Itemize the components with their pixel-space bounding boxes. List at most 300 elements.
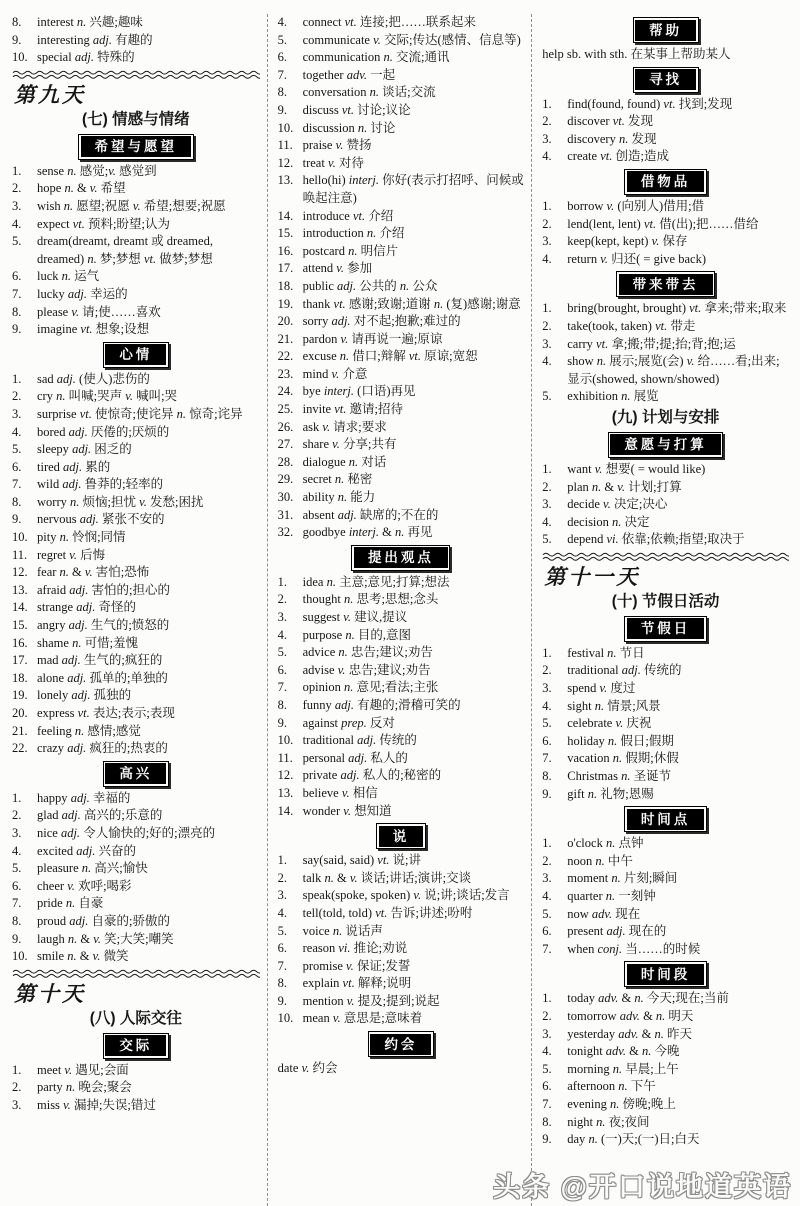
item-text: take(took, taken) vt. 带走 — [567, 318, 696, 333]
item-text: postcard n. 明信片 — [302, 243, 399, 258]
item-text: decision n. 决定 — [567, 514, 650, 529]
vocab-item — [12, 635, 260, 653]
item-text: angry adj. 生气的;愤怒的 — [37, 618, 170, 633]
vocab-item — [278, 137, 525, 155]
item-number: 9. — [277, 715, 287, 730]
vocab-item — [278, 767, 525, 785]
item-number: 3. — [542, 1026, 552, 1041]
item-text: thought n. 思考;思想;念头 — [302, 592, 439, 607]
item-text: pardon v. 请再说一遍;原谅 — [302, 331, 443, 346]
item-number: 23. — [277, 366, 294, 381]
vocab-item — [278, 750, 525, 768]
vocab-item — [12, 14, 260, 32]
vocab-item — [278, 436, 525, 454]
vocab-item — [278, 958, 525, 976]
vocab-item — [12, 233, 260, 268]
item-number: 4. — [542, 1044, 552, 1059]
item-text: lonely adj. 孤独的 — [37, 688, 132, 703]
item-number: 3. — [277, 610, 287, 624]
item-number: 17. — [12, 653, 28, 668]
section-header-label: 寻找 — [635, 69, 696, 90]
vocab-item — [278, 489, 525, 507]
vocab-item — [542, 514, 789, 532]
item-text: excited adj. 兴奋的 — [37, 843, 136, 858]
item-number: 2. — [542, 663, 552, 678]
wavy-line-icon — [542, 551, 789, 562]
vocab-item — [278, 905, 525, 923]
item-number: 4. — [277, 627, 287, 642]
item-number: 7. — [12, 896, 22, 911]
item-number: 3. — [542, 131, 552, 146]
vocab-item — [278, 102, 525, 120]
item-text: goodbye interj. & n. 再见 — [302, 525, 433, 540]
item-text: feeling n. 感情;感觉 — [37, 723, 141, 738]
item-text: pleasure n. 高兴;愉快 — [37, 861, 148, 876]
item-text: funny adj. 有趣的;滑稽可笑的 — [302, 697, 461, 712]
item-text: meet v. 遇见;会面 — [37, 1062, 129, 1077]
item-number: 13. — [277, 173, 294, 188]
vocab-item — [542, 750, 789, 768]
item-number: 3. — [542, 234, 552, 249]
vocab-item — [12, 304, 260, 322]
item-number: 10. — [277, 120, 294, 135]
item-number: 21. — [277, 331, 294, 346]
vocab-item — [542, 353, 789, 388]
vocab-item — [542, 300, 789, 318]
vocab-item — [542, 131, 789, 149]
item-text: ask v. 请求;要求 — [302, 419, 387, 434]
section-header-label: 心情 — [105, 344, 166, 365]
item-number: 28. — [277, 454, 294, 469]
item-text: surprise vt. 使惊奇;使诧异 n. 惊奇;诧异 — [37, 406, 243, 421]
vocab-item — [542, 715, 789, 733]
vocab-item — [278, 331, 525, 349]
section-header-label: 借物品 — [627, 171, 705, 192]
vocab-item — [542, 733, 789, 751]
item-number: 8. — [12, 913, 22, 928]
vocab-item — [278, 120, 525, 138]
vocab-item — [278, 1060, 525, 1078]
vocab-item — [278, 67, 525, 85]
vocab-item — [542, 835, 789, 853]
item-text: when conj. 当……的时候 — [567, 941, 701, 956]
vocab-item — [12, 32, 260, 50]
item-number: 1. — [12, 1062, 22, 1077]
vocab-item — [12, 441, 260, 459]
item-text: communication n. 交流;通讯 — [302, 50, 450, 65]
section-header-box — [376, 823, 426, 849]
item-text: conversation n. 谈话;交流 — [302, 85, 436, 100]
item-number: 4. — [542, 889, 552, 903]
vocab-item — [542, 148, 789, 166]
item-number: 4. — [542, 251, 552, 266]
item-text: want v. 想要( = would like) — [567, 461, 706, 476]
item-text: borrow v. (向别人)借用;借 — [567, 198, 705, 213]
item-number: 10. — [12, 50, 28, 65]
item-text: glad adj. 高兴的;乐意的 — [37, 808, 163, 823]
vocab-item — [12, 948, 260, 966]
vocab-item — [278, 803, 525, 821]
item-number: 7. — [277, 958, 287, 973]
vocab-item — [12, 723, 260, 741]
item-text: party n. 晚会;聚会 — [37, 1080, 132, 1095]
item-text: evening n. 傍晚;晚上 — [567, 1096, 676, 1111]
item-text: connect vt. 连接;把……联系起来 — [302, 15, 476, 29]
vocab-item — [278, 383, 525, 401]
item-number: 4. — [12, 216, 22, 231]
item-text: believe v. 相信 — [302, 785, 378, 800]
vocab-item — [542, 1043, 789, 1061]
item-number: 1. — [277, 574, 287, 589]
item-text: tomorrow adv. & n. 明天 — [567, 1008, 694, 1023]
vocab-item — [12, 388, 260, 406]
item-number: 3. — [12, 825, 22, 840]
item-text: absent adj. 缺席的;不在的 — [302, 507, 439, 522]
item-number: 5. — [277, 923, 287, 938]
vocab-item — [12, 670, 260, 688]
section-header-label: 意愿与打算 — [610, 434, 721, 455]
vocab-item — [278, 993, 525, 1011]
vocab-item — [12, 913, 260, 931]
vocab-item — [12, 790, 260, 808]
section-header-label: 希望与愿望 — [81, 136, 192, 157]
item-text: special adj. 特殊的 — [37, 50, 135, 65]
vocab-item — [542, 990, 789, 1008]
item-number: 5. — [277, 32, 287, 47]
item-number: 2. — [542, 216, 552, 231]
vocab-item — [12, 740, 260, 758]
item-text: excuse n. 借口;辩解 vt. 原谅;宽恕 — [302, 349, 478, 364]
item-number: 18. — [12, 670, 28, 685]
item-text: carry vt. 拿;搬;带;提;抬;背;抱;运 — [567, 336, 736, 351]
vocab-item — [278, 679, 525, 697]
item-number: 8. — [12, 304, 22, 319]
item-text: against prep. 反对 — [302, 715, 395, 730]
item-number: 11. — [277, 138, 293, 153]
item-number: 3. — [12, 1097, 22, 1112]
item-number: 7. — [277, 67, 287, 82]
item-text: mad adj. 生气的;疯狂的 — [37, 653, 163, 668]
item-text: cheer v. 欢呼;喝彩 — [37, 878, 132, 893]
item-number: 15. — [277, 226, 294, 241]
item-number: 6. — [12, 878, 22, 893]
vocab-item — [12, 268, 260, 286]
item-number: 16. — [277, 243, 294, 258]
section-header-label: 交际 — [105, 1035, 166, 1056]
item-number: 8. — [12, 494, 22, 509]
vocab-item — [278, 348, 525, 366]
vocab-item — [12, 424, 260, 442]
vocab-item — [12, 1097, 260, 1115]
vocab-item — [542, 96, 789, 114]
item-text: cry n. 叫喊;哭声 v. 喊叫;哭 — [37, 389, 178, 404]
section-header-box — [633, 67, 699, 93]
item-number: 19. — [277, 296, 294, 311]
category-subtitle: (九) 计划与安排 — [611, 408, 720, 426]
item-number: 10. — [277, 1011, 294, 1026]
column-1 — [2, 14, 267, 1206]
vocab-item — [278, 715, 525, 733]
vocab-item — [542, 786, 789, 804]
day-header: 第九天 — [14, 82, 86, 107]
item-number: 19. — [12, 688, 28, 703]
item-number: 9. — [12, 931, 22, 946]
vocab-item — [278, 785, 525, 803]
item-text: praise v. 赞扬 — [302, 138, 372, 153]
item-number: 31. — [277, 507, 294, 522]
item-number: 30. — [277, 490, 294, 505]
vocab-item — [12, 321, 260, 339]
vocab-item — [542, 923, 789, 941]
vocab-item — [278, 296, 525, 314]
item-text: please v. 请;使……喜欢 — [37, 304, 161, 319]
section-header-label: 提出观点 — [354, 547, 448, 568]
vocab-item — [542, 1114, 789, 1132]
item-number: 1. — [542, 461, 552, 476]
item-number: 25. — [277, 402, 294, 417]
item-number: 6. — [12, 269, 22, 284]
section-header-box — [624, 961, 707, 987]
column-3 — [531, 14, 796, 1206]
section-header-label: 说 — [379, 826, 424, 847]
item-text: voice n. 说话声 — [302, 923, 383, 938]
section-header-label: 节假日 — [627, 618, 705, 639]
item-number: 1. — [542, 198, 552, 213]
item-number: 1. — [277, 853, 287, 868]
item-number: 5. — [542, 532, 552, 547]
vocab-item — [12, 564, 260, 582]
vocab-item — [542, 853, 789, 871]
item-number: 5. — [542, 1061, 552, 1076]
item-text: proud adj. 自豪的;骄傲的 — [37, 913, 171, 928]
section-header-label: 时间段 — [627, 964, 705, 985]
item-number: 3. — [542, 681, 552, 696]
item-number: 10. — [12, 949, 28, 964]
vocab-item — [12, 286, 260, 304]
vocab-item — [542, 113, 789, 131]
item-text: laugh n. & v. 笑;大笑;嘲笑 — [37, 931, 174, 946]
item-number: 16. — [12, 635, 28, 650]
item-number: 2. — [12, 1080, 22, 1095]
item-text: return v. 归还( = give back) — [567, 251, 706, 266]
vocab-item — [542, 336, 789, 354]
item-text: idea n. 主意;意见;打算;想法 — [302, 574, 450, 589]
item-number: 1. — [542, 301, 552, 316]
item-text: today adv. & n. 今天;现在;当前 — [567, 991, 729, 1006]
day-header: 第十一天 — [544, 564, 641, 589]
item-text: hello(hi) interj. 你好(表示打招呼、问候或唤起注意) — [302, 173, 524, 205]
item-text: hope n. & v. 希望 — [37, 181, 126, 196]
item-text: say(said, said) vt. 说;讲 — [302, 853, 422, 868]
vocab-item — [12, 878, 260, 896]
item-text: worry n. 烦恼;担忧 v. 发愁;困扰 — [37, 494, 204, 509]
item-text: gift n. 礼物;恩赐 — [567, 786, 654, 801]
item-number: 2. — [542, 479, 552, 494]
item-text: imagine vt. 想象;设想 — [37, 322, 150, 337]
item-number: 5. — [277, 645, 287, 660]
item-number: 9. — [542, 786, 552, 801]
item-text: afraid adj. 害怕的;担心的 — [37, 582, 170, 597]
item-text: present adj. 现在的 — [567, 924, 667, 939]
item-number: 2. — [12, 389, 22, 404]
item-text: personal adj. 私人的 — [302, 750, 408, 765]
wavy-divider — [542, 549, 789, 563]
item-number: 6. — [542, 924, 552, 939]
item-text: bored adj. 厌倦的;厌烦的 — [37, 424, 170, 439]
item-text: o'clock n. 点钟 — [567, 836, 644, 851]
item-number: 4. — [12, 843, 22, 858]
item-number: 5. — [542, 389, 552, 404]
item-number: 6. — [542, 1079, 552, 1094]
vocab-item — [12, 599, 260, 617]
vocab-item — [12, 825, 260, 843]
item-number: 3. — [542, 336, 552, 351]
vocab-item — [278, 1010, 525, 1028]
wavy-line-icon — [12, 968, 260, 979]
vocab-item — [12, 705, 260, 723]
vocab-item — [278, 644, 525, 662]
item-text: help sb. with sth. 在某事上帮助某人 — [542, 47, 731, 61]
vocab-item — [12, 843, 260, 861]
vocab-item — [278, 870, 525, 888]
item-text: advice n. 忠告;建议;劝告 — [302, 645, 433, 660]
item-text: sad adj. (使人)悲伤的 — [37, 371, 150, 386]
vocab-item — [542, 870, 789, 888]
item-number: 2. — [542, 318, 552, 333]
vocab-item — [12, 511, 260, 529]
vocab-item — [542, 1061, 789, 1079]
vocab-item — [278, 923, 525, 941]
category-subtitle: (十) 节假日活动 — [611, 592, 720, 610]
item-number: 2. — [12, 181, 22, 196]
item-number: 9. — [12, 512, 22, 527]
vocab-item — [542, 645, 789, 663]
column-2 — [267, 14, 532, 1206]
item-number: 9. — [277, 993, 287, 1008]
vocab-item — [278, 401, 525, 419]
item-text: luck n. 运气 — [37, 269, 100, 284]
item-text: wonder v. 想知道 — [302, 803, 392, 818]
item-text: share v. 分享;共有 — [302, 437, 397, 452]
item-text: opinion n. 意见;看法;主张 — [302, 680, 439, 695]
item-text: explain vt. 解释;说明 — [302, 976, 412, 991]
item-text: spend v. 度过 — [567, 681, 636, 696]
item-text: holiday n. 假日;假期 — [567, 733, 674, 748]
vocab-item — [542, 941, 789, 959]
item-number: 11. — [12, 547, 28, 562]
vocab-item — [12, 1062, 260, 1080]
item-number: 10. — [12, 530, 28, 545]
vocab-item — [278, 471, 525, 489]
section-header-box — [608, 432, 724, 458]
section-header-box — [103, 342, 169, 368]
vocab-item — [278, 172, 525, 207]
item-number: 22. — [277, 349, 294, 364]
item-text: discovery n. 发现 — [567, 131, 657, 146]
vocab-item — [12, 860, 260, 878]
item-text: wish n. 愿望;祝愿 v. 希望;想要;祝愿 — [37, 198, 226, 213]
item-number: 7. — [12, 477, 22, 492]
item-number: 2. — [277, 870, 287, 885]
item-number: 13. — [12, 582, 28, 597]
item-text: communicate v. 交际;传达(感情、信息等) — [302, 32, 521, 47]
item-text: smile n. & v. 微笑 — [37, 949, 129, 964]
item-number: 27. — [277, 437, 294, 452]
vocab-item — [278, 32, 525, 50]
item-text: fear n. & v. 害怕;恐怖 — [37, 565, 150, 580]
vocab-item — [278, 975, 525, 993]
vocab-item — [12, 547, 260, 565]
vocab-item — [278, 940, 525, 958]
item-text: vacation n. 假期;休假 — [567, 751, 679, 766]
vocab-item — [542, 698, 789, 716]
item-text: mean v. 意思是;意味着 — [302, 1011, 423, 1026]
item-text: moment n. 片刻;瞬间 — [567, 871, 678, 886]
section-header-box — [616, 271, 715, 297]
vocab-item — [278, 260, 525, 278]
item-number: 14. — [277, 803, 294, 818]
item-text: tell(told, told) vt. 告诉;讲述;吩咐 — [302, 905, 473, 920]
item-text: sense n. 感觉;v. 感觉到 — [37, 163, 157, 178]
vocab-item — [278, 697, 525, 715]
vocab-item — [12, 687, 260, 705]
item-number: 3. — [12, 406, 22, 421]
vocab-item — [12, 163, 260, 181]
item-number: 4. — [542, 354, 552, 369]
item-number: 6. — [277, 941, 287, 956]
vocab-item — [278, 243, 525, 261]
vocab-item — [12, 406, 260, 424]
item-number: 22. — [12, 741, 28, 756]
item-number: 2. — [542, 1008, 552, 1023]
item-text: attend v. 参加 — [302, 261, 373, 276]
item-text: discussion n. 讨论 — [302, 120, 396, 135]
item-number: 1. — [542, 96, 552, 111]
vocab-item — [542, 1026, 789, 1044]
vocab-item — [542, 318, 789, 336]
item-text: festival n. 节日 — [567, 645, 645, 660]
item-text: Christmas n. 圣诞节 — [567, 769, 672, 784]
item-number: 4. — [542, 149, 552, 164]
item-text: sleepy adj. 困乏的 — [37, 442, 132, 457]
item-text: suggest v. 建议,提议 — [302, 610, 408, 624]
item-text: nice adj. 令人愉快的;好的;漂亮的 — [37, 825, 216, 840]
vocab-item — [278, 852, 525, 870]
item-text: celebrate v. 庆祝 — [567, 716, 652, 731]
item-number: 5. — [542, 716, 552, 731]
item-text: mention v. 提及;提到;说起 — [302, 993, 440, 1008]
item-text: talk n. & v. 谈话;讲话;演讲;交谈 — [302, 870, 472, 885]
vocab-item — [278, 591, 525, 609]
item-text: noon n. 中午 — [567, 853, 633, 868]
item-text: crazy adj. 疯狂的;热衷的 — [37, 741, 168, 756]
vocab-item — [278, 454, 525, 472]
item-number: 29. — [277, 472, 294, 487]
item-text: afternoon n. 下午 — [567, 1079, 656, 1094]
item-number: 7. — [542, 751, 552, 766]
item-number: 26. — [277, 419, 294, 434]
item-number: 3. — [277, 888, 287, 903]
item-text: date v. 约会 — [277, 1061, 338, 1076]
item-text: pity n. 怜悯;同情 — [37, 530, 126, 545]
category-subtitle: (八) 人际交往 — [89, 1009, 182, 1027]
section-header-label: 约会 — [370, 1034, 431, 1055]
item-text: interesting adj. 有趣的 — [37, 32, 153, 47]
item-number: 1. — [12, 163, 22, 178]
item-text: find(found, found) vt. 找到;发现 — [567, 96, 733, 111]
vocab-item — [542, 461, 789, 479]
item-number: 5. — [12, 442, 22, 457]
